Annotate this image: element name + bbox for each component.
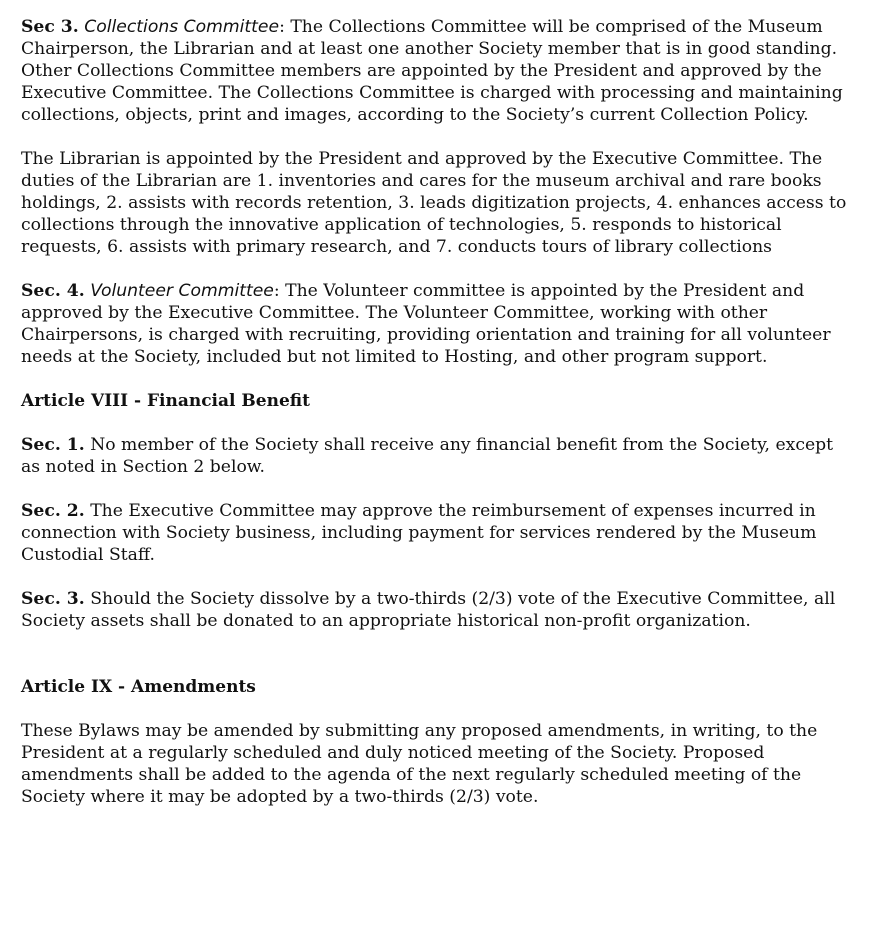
amendments-paragraph: These Bylaws may be amended by submitting any proposed amendments, in writing, to the President at a regularly scheduled and duly noticed meeting of the Society. Proposed amendments shall be added to the agenda of the next regularly scheduled meeting of the Society where it may be adopted by a two-thirds (2/3) vote.: [21, 721, 818, 807]
volunteer-committee-paragraph: [21, 280, 857, 368]
financial-benefit-sec2: [21, 500, 857, 566]
section-text: : The Collections Committee will be comprised of the Museum Chairperson, the Librarian and at least one another Society member that is in good standing. Other Collections Committee members are appointed by the President and approved by the Executive Committee. The Collections Committee is charged with processing and maintaining collections, objects, print and images, according to the Society’s current Collection Policy.: [21, 17, 843, 125]
section-title: Volunteer Committee: [90, 281, 274, 301]
document-page: [21, 16, 857, 808]
section-label: Sec. 3.: [21, 589, 85, 609]
section-text: The Executive Committee may approve the reimbursement of expenses incurred in connection with Society business, including payment for services rendered by the Museum Custodial Staff.: [21, 501, 817, 565]
section-text: : The Volunteer committee is appointed by the President and approved by the Executive Committee. The Volunteer Committee, working with other Chairpersons, is charged with recruiting, providing orientation and training for all volunteer needs at the Society, included but not limited to Hosting, and other program support.: [21, 281, 831, 367]
section-text: Should the Society dissolve by a two-thirds (2/3) vote of the Executive Committee, all Society assets shall be donated to an appropriate historical non-profit organization.: [21, 589, 836, 631]
article-ix-heading: Article IX - Amendments: [21, 677, 256, 697]
collections-committee-paragraph: [21, 16, 857, 126]
section-label: Sec 3.: [21, 17, 79, 37]
section-label: Sec. 1.: [21, 435, 85, 455]
financial-benefit-sec3: [21, 588, 857, 632]
section-label: Sec. 4.: [21, 281, 85, 301]
article-viii-heading: Article VIII - Financial Benefit: [21, 391, 310, 411]
section-text: No member of the Society shall receive any financial benefit from the Society, except as noted in Section 2 below.: [21, 435, 834, 477]
section-title: Collections Committee: [84, 17, 280, 37]
section-label: Sec. 2.: [21, 501, 85, 521]
financial-benefit-sec1: [21, 434, 857, 478]
librarian-paragraph: The Librarian is appointed by the President and approved by the Executive Committee. The duties of the Librarian are 1. inventories and cares for the museum archival and rare books holdings, 2. assists with records retention, 3. leads digitization projects, 4. enhances access to collections through the innovative application of technologies, 5. responds to historical requests, 6. assists with primary research, and 7. conducts tours of library collections: [21, 149, 847, 257]
